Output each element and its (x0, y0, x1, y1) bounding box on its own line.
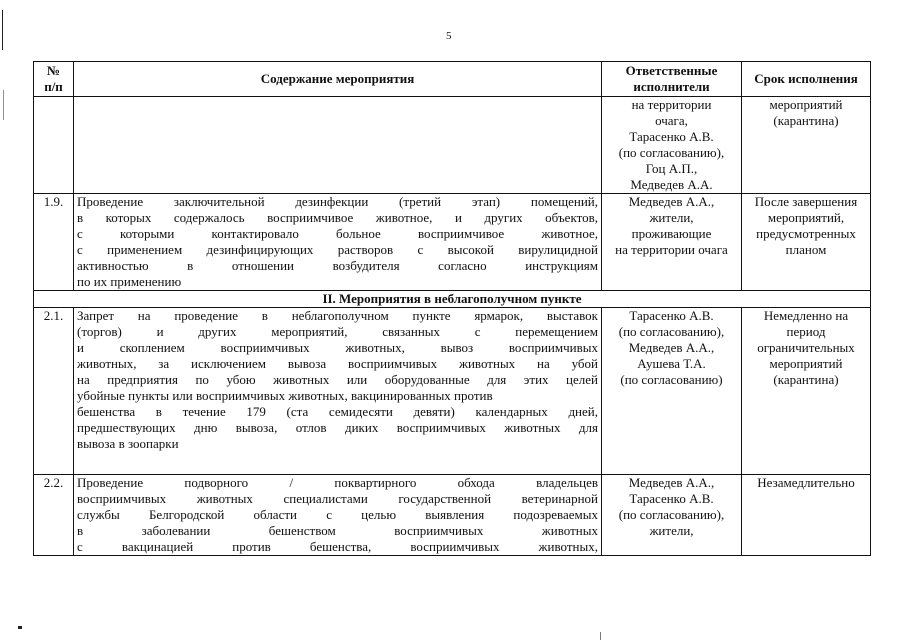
header-content: Содержание мероприятия (74, 62, 602, 97)
row-term: Немедленно на период ограничительных мероприятий (карантина) (742, 308, 871, 475)
scan-dot (18, 626, 22, 629)
table-row-2-1 (34, 308, 871, 475)
measures-table (33, 61, 871, 556)
table-header-row (34, 62, 871, 97)
row-number: 2.2. (34, 475, 74, 556)
table-row-2-2 (34, 475, 871, 556)
row-content: Запрет на проведение в неблагополучном пункте ярмарок, выставок (торгов) и других мероприятий, связанных с перемещением и скоплением восприимчивых животных, вывоз восприимчивых животных, за исключением вывоза восприимчивых животных на убой на предприятия по убою животных или оборудованные для этих целей убойные пункты или восприимчивых животных, вакцинированных против бешенства в течение 179 (ста семидесяти девяти) календарных дней, предшествующих дню вывоза, отлов диких восприимчивых животных для вывоза в зоопарки (74, 308, 602, 475)
row-term: После завершения мероприятий, предусмотренных планом (742, 194, 871, 291)
row-term: мероприятий (карантина) (742, 97, 871, 194)
scan-mark-left-lower (3, 90, 4, 120)
row-number: 1.9. (34, 194, 74, 291)
row-responsible: Медведев А.А., Тарасенко А.В. (по согласованию), жители, (602, 475, 742, 556)
table-row-1-9 (34, 194, 871, 291)
row-content (74, 97, 602, 194)
table-row-continued (34, 97, 871, 194)
section-2-row (34, 291, 871, 308)
row-term: Незамедлительно (742, 475, 871, 556)
scan-mark-bottom (600, 632, 601, 640)
row-content: Проведение заключительной дезинфекции (третий этап) помещений, в которых содержалось восприимчивое животное, и других объектов, с которыми контактировало больное восприимчивое животное, с применением дезинфицирующих растворов с высокой вирулицидной активностью в отношении возбудителя согласно инструкциям по их применению (74, 194, 602, 291)
header-term: Срок исполнения (742, 62, 871, 97)
row-responsible: Тарасенко А.В. (по согласованию), Медведев А.А., Аушева Т.А. (по согласованию) (602, 308, 742, 475)
row-number (34, 97, 74, 194)
row-responsible: на территории очага, Тарасенко А.В. (по согласованию), Гоц А.П., Медведев А.А. (602, 97, 742, 194)
scan-mark-left (2, 10, 3, 50)
row-responsible: Медведев А.А., жители, проживающие на территории очага (602, 194, 742, 291)
header-num: № п/п (34, 62, 74, 97)
row-content: Проведение подворного / поквартирного обхода владельцев восприимчивых животных специалистами государственной ветеринарной службы Белгородской области с целью выявления подозреваемых в заболевании бешенством восприимчивых животных с вакцинацией против бешенства, восприимчивых животных, (74, 475, 602, 556)
section-title: II. Мероприятия в неблагополучном пункте (34, 291, 871, 308)
header-responsible: Ответственные исполнители (602, 62, 742, 97)
row-number: 2.1. (34, 308, 74, 475)
page-number: 5 (446, 30, 452, 42)
